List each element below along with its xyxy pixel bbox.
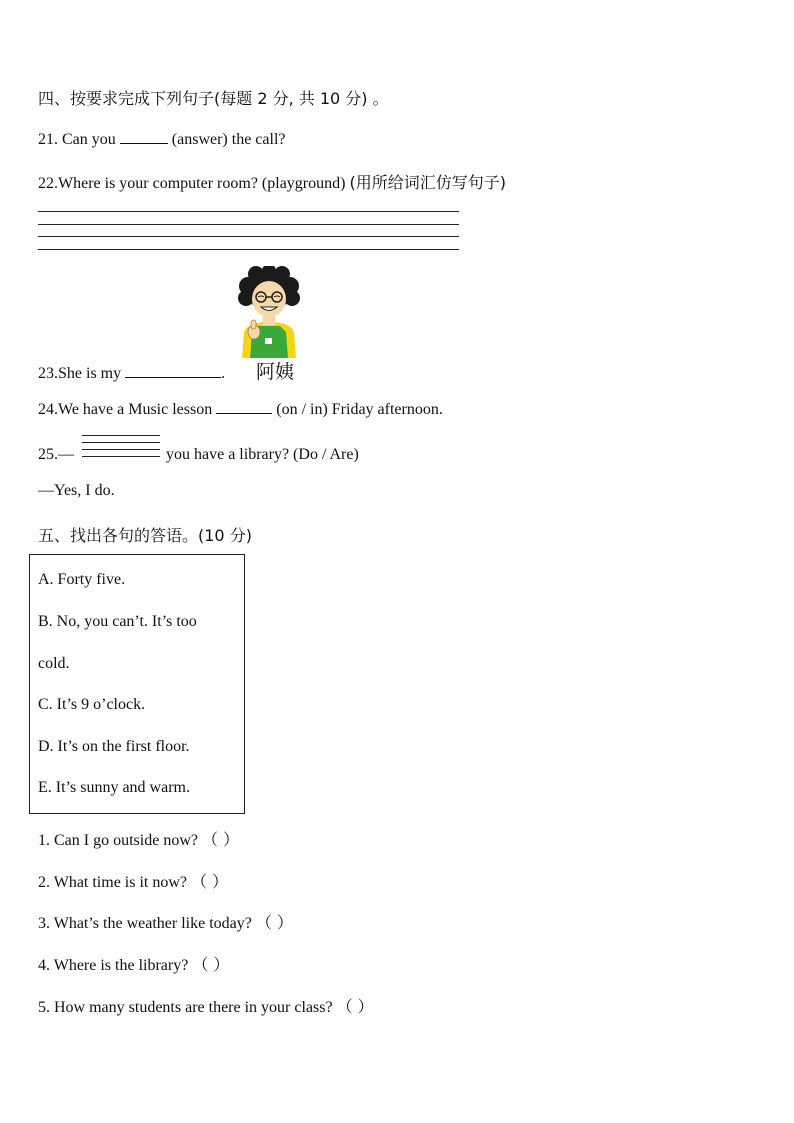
answer-line-3[interactable]: [38, 236, 459, 237]
question-22: [38, 170, 506, 193]
match-question-4: [38, 952, 229, 975]
question-21: [38, 129, 286, 149]
question-21-number: 21.: [38, 131, 58, 148]
question-22-number: 22.: [38, 175, 58, 192]
question-22-text: Where is your computer room? (playground): [58, 175, 346, 192]
match-question-3: [38, 910, 293, 933]
question-23-number: 23.: [38, 365, 58, 382]
question-23: [38, 363, 225, 383]
question-25-dash: —: [58, 446, 74, 463]
match-question-5: [38, 994, 374, 1017]
section-4-heading: 四、按要求完成下列句子(每题 2 分, 共 10 分) 。: [38, 89, 389, 108]
option-b-continued: cold.: [38, 655, 70, 672]
match-question-1: [38, 827, 239, 850]
answer-line-2[interactable]: [38, 224, 459, 225]
answer-line-1[interactable]: [38, 211, 459, 212]
question-25-text: you have a library? (Do / Are): [166, 446, 359, 463]
aunt-caption: 阿姨: [256, 361, 295, 383]
question-25-number: 25.: [38, 446, 58, 463]
match-question-3-answer[interactable]: （ ）: [255, 913, 293, 932]
question-21-hint: (answer) the call?: [171, 131, 286, 148]
match-question-5-text: 5. How many students are there in your class?: [38, 999, 333, 1016]
aunt-cartoon-icon: [234, 266, 304, 358]
section-5-heading: 五、找出各句的答语。(10 分): [38, 526, 252, 545]
question-21-blank[interactable]: [120, 129, 168, 144]
question-24-number: 24.: [38, 401, 58, 418]
answer-line-4[interactable]: [38, 249, 459, 250]
option-a: A. Forty five.: [38, 571, 126, 588]
question-24-blank[interactable]: [216, 399, 272, 414]
match-question-2-text: 2. What time is it now?: [38, 874, 188, 891]
match-question-4-text: 4. Where is the library?: [38, 957, 189, 974]
question-21-text: Can you: [58, 131, 116, 148]
question-25: [38, 446, 74, 464]
question-25-reply: —Yes, I do.: [38, 482, 115, 499]
match-question-1-text: 1. Can I go outside now?: [38, 832, 198, 849]
question-24: [38, 399, 443, 419]
question-23-blank[interactable]: [125, 363, 221, 378]
question-25-line-1[interactable]: [82, 435, 160, 436]
option-c: C. It’s 9 o’clock.: [38, 696, 146, 713]
option-d: D. It’s on the first floor.: [38, 738, 190, 755]
question-25-line-2[interactable]: [82, 442, 160, 443]
question-24-text: We have a Music lesson: [58, 401, 213, 418]
question-25-line-4[interactable]: [82, 456, 160, 457]
match-question-2-answer[interactable]: （ ）: [191, 872, 229, 891]
match-question-4-answer[interactable]: （ ）: [192, 955, 230, 974]
option-b: B. No, you can’t. It’s too: [38, 613, 197, 630]
match-question-2: [38, 869, 228, 892]
question-24-hint: (on / in) Friday afternoon.: [276, 401, 443, 418]
option-e: E. It’s sunny and warm.: [38, 779, 190, 796]
match-question-1-answer[interactable]: （ ）: [201, 830, 240, 849]
aunt-illustration: [234, 266, 304, 358]
answer-options-box: [29, 554, 245, 814]
question-23-period: .: [221, 365, 226, 382]
question-22-hint: (用所给词汇仿写句子): [349, 173, 506, 192]
question-23-text: She is my: [58, 365, 122, 382]
question-25-line-3[interactable]: [82, 449, 160, 450]
match-question-3-text: 3. What’s the weather like today?: [38, 915, 252, 932]
match-question-5-answer[interactable]: （ ）: [336, 997, 374, 1016]
